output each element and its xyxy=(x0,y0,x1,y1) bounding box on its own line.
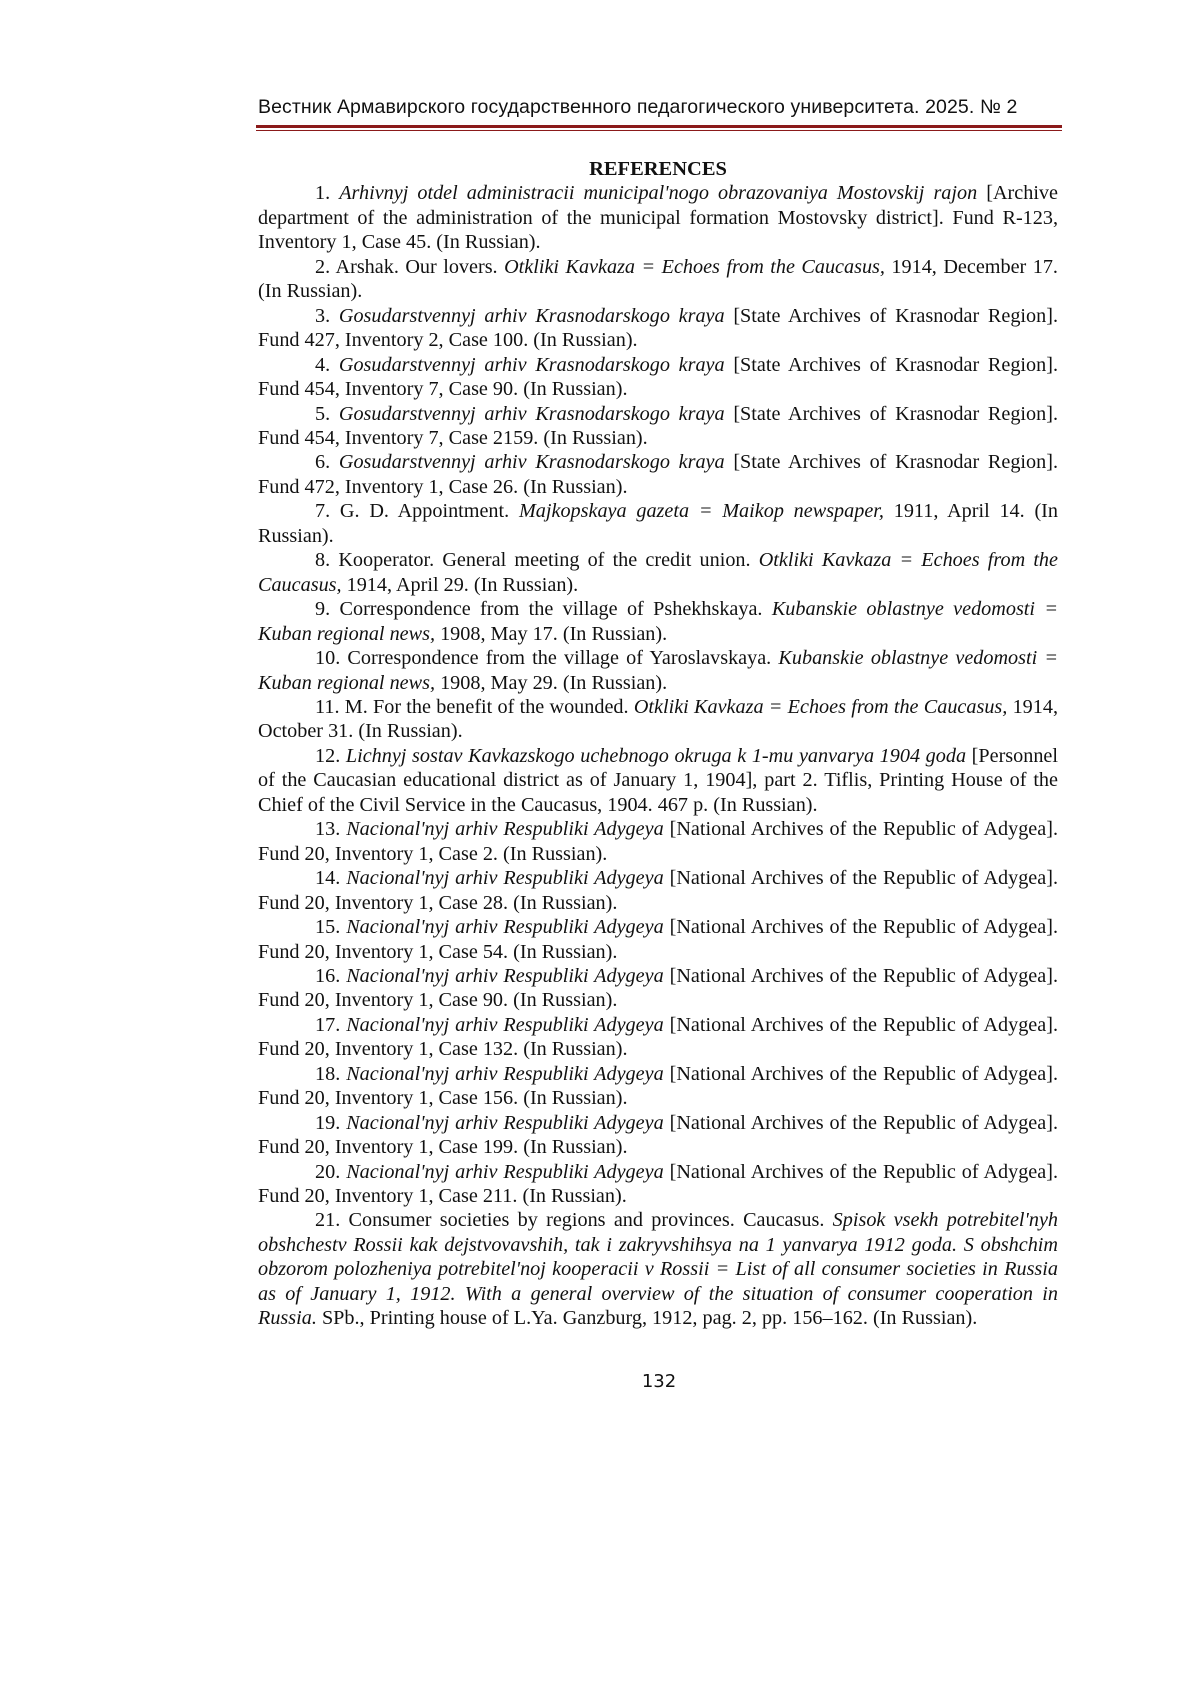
reference-title: Gosudarstvennyj arhiv Krasnodarskogo kraya xyxy=(339,451,725,473)
header-rule-thin xyxy=(256,130,1062,131)
reference-title: Nacional'nyj arhiv Respubliki Adygeya xyxy=(346,1063,663,1085)
reference-details: [National Archives of the Republic of Adygea]. Fund 20, Inventory 1, Case 90. (In Russian). xyxy=(258,965,1058,1011)
reference-item xyxy=(258,695,1058,744)
reference-item xyxy=(258,744,1058,817)
reference-title: Majkopskaya gazeta = Maikop newspaper, xyxy=(519,500,884,522)
reference-title: Nacional'nyj arhiv Respubliki Adygeya xyxy=(346,818,663,840)
reference-details: [National Archives of the Republic of Adygea]. Fund 20, Inventory 1, Case 199. (In Russian). xyxy=(258,1112,1058,1158)
reference-title: Otkliki Kavkaza = Echoes from the Caucasus, xyxy=(634,696,1008,718)
reference-number: 8. xyxy=(315,549,330,571)
reference-details: [Personnel of the Caucasian educational district as of January 1, 1904], part 2. Tiflis, Printing House of the Chief of the Civil Service in the Caucasus, 1904. 467 p. (In Russian). xyxy=(258,745,1058,816)
reference-details: [National Archives of the Republic of Adygea]. Fund 20, Inventory 1, Case 54. (In Russian). xyxy=(258,916,1058,962)
reference-details: 1914, October 31. (In Russian). xyxy=(258,696,1058,742)
reference-details: [National Archives of the Republic of Adygea]. Fund 20, Inventory 1, Case 132. (In Russian). xyxy=(258,1014,1058,1060)
reference-details: [State Archives of Krasnodar Region]. Fund 454, Inventory 7, Case 2159. (In Russian). xyxy=(258,403,1058,449)
reference-details: 1908, May 17. (In Russian). xyxy=(435,623,667,645)
reference-title: Arhivnyj otdel administracii municipal'nogo obrazovaniya Mostovskij rajon xyxy=(339,182,977,204)
reference-item xyxy=(258,866,1058,915)
reference-details: [State Archives of Krasnodar Region]. Fund 427, Inventory 2, Case 100. (In Russian). xyxy=(258,305,1058,351)
reference-number: 16. xyxy=(315,965,340,987)
reference-title: Otkliki Kavkaza = Echoes from the Caucasus, xyxy=(504,256,885,278)
reference-item xyxy=(258,1160,1058,1209)
reference-item xyxy=(258,255,1058,304)
reference-title: Gosudarstvennyj arhiv Krasnodarskogo kraya xyxy=(339,305,725,327)
reference-item xyxy=(258,181,1058,254)
reference-number: 4. xyxy=(315,354,330,376)
reference-details: [National Archives of the Republic of Adygea]. Fund 20, Inventory 1, Case 28. (In Russian). xyxy=(258,867,1058,913)
reference-details: [National Archives of the Republic of Adygea]. Fund 20, Inventory 1, Case 156. (In Russian). xyxy=(258,1063,1058,1109)
reference-number: 13. xyxy=(315,818,340,840)
reference-item xyxy=(258,1062,1058,1111)
reference-item xyxy=(258,353,1058,402)
reference-number: 18. xyxy=(315,1063,340,1085)
reference-details: [National Archives of the Republic of Adygea]. Fund 20, Inventory 1, Case 211. (In Russian). xyxy=(258,1161,1058,1207)
reference-prefix: Correspondence from the village of Pshekhskaya. xyxy=(340,598,772,620)
reference-title: Nacional'nyj arhiv Respubliki Adygeya xyxy=(346,916,663,938)
reference-details: [National Archives of the Republic of Adygea]. Fund 20, Inventory 1, Case 2. (In Russian). xyxy=(258,818,1058,864)
references-section xyxy=(258,157,1058,1331)
reference-item xyxy=(258,548,1058,597)
reference-details: 1914, December 17. (In Russian). xyxy=(258,256,1058,302)
reference-item xyxy=(258,1208,1058,1330)
reference-number: 14. xyxy=(315,867,340,889)
reference-details: SPb., Printing house of L.Ya. Ganzburg, 1912, pag. 2, pp. 156–162. (In Russian). xyxy=(317,1307,977,1329)
reference-prefix: Arshak. Our lovers. xyxy=(336,256,505,278)
reference-details: [State Archives of Krasnodar Region]. Fund 454, Inventory 7, Case 90. (In Russian). xyxy=(258,354,1058,400)
journal-header: Вестник Армавирского государственного педагогического университета. 2025. № 2 xyxy=(258,96,1058,119)
reference-details: 1914, April 29. (In Russian). xyxy=(342,574,579,596)
reference-item xyxy=(258,597,1058,646)
reference-number: 19. xyxy=(315,1112,340,1134)
reference-prefix: Consumer societies by regions and provinces. Caucasus. xyxy=(349,1209,833,1231)
reference-number: 1. xyxy=(315,182,330,204)
reference-title: Nacional'nyj arhiv Respubliki Adygeya xyxy=(346,965,663,987)
reference-item xyxy=(258,817,1058,866)
reference-title: Gosudarstvennyj arhiv Krasnodarskogo kraya xyxy=(339,354,725,376)
reference-number: 7. xyxy=(315,500,330,522)
reference-title: Nacional'nyj arhiv Respubliki Adygeya xyxy=(346,867,663,889)
reference-item xyxy=(258,304,1058,353)
reference-number: 11. xyxy=(315,696,340,718)
reference-number: 20. xyxy=(315,1161,340,1183)
reference-number: 2. xyxy=(315,256,330,278)
reference-title: Spisok vsekh potrebitel'nyh obshchestv Rossii kak dejstvovavshih, tak i zakryvshihsya na 1 yanvarya 1912 goda. S obshchim obzorom polozheniya potrebitel'noj kooperacii v Rossii = List of all consumer societies in Russia as of January 1, 1912. With a general overview of the situation of consumer cooperation in Russia. xyxy=(258,1209,1058,1329)
page-number: 132 xyxy=(0,1371,1200,1392)
reference-list xyxy=(258,181,1058,1330)
reference-item xyxy=(258,402,1058,451)
reference-number: 6. xyxy=(315,451,330,473)
reference-prefix: M. For the benefit of the wounded. xyxy=(345,696,634,718)
reference-item xyxy=(258,450,1058,499)
reference-details: [State Archives of Krasnodar Region]. Fund 472, Inventory 1, Case 26. (In Russian). xyxy=(258,451,1058,497)
reference-prefix: Kooperator. General meeting of the credit union. xyxy=(338,549,758,571)
reference-item xyxy=(258,964,1058,1013)
reference-number: 21. xyxy=(315,1209,340,1231)
reference-details: 1911, April 14. (In Russian). xyxy=(258,500,1058,546)
reference-number: 3. xyxy=(315,305,330,327)
reference-item xyxy=(258,1013,1058,1062)
reference-item xyxy=(258,915,1058,964)
reference-prefix: Correspondence from the village of Yaroslavskaya. xyxy=(347,647,778,669)
reference-item xyxy=(258,646,1058,695)
reference-number: 9. xyxy=(315,598,330,620)
reference-title: Nacional'nyj arhiv Respubliki Adygeya xyxy=(346,1112,663,1134)
reference-prefix: G. D. Appointment. xyxy=(340,500,519,522)
section-title: REFERENCES xyxy=(258,157,1058,181)
reference-title: Gosudarstvennyj arhiv Krasnodarskogo kraya xyxy=(339,403,725,425)
reference-title: Nacional'nyj arhiv Respubliki Adygeya xyxy=(346,1161,663,1183)
reference-number: 12. xyxy=(315,745,340,767)
reference-number: 15. xyxy=(315,916,340,938)
reference-details: [Archive department of the administration of the municipal formation Mostovsky district]. Fund R-123, Inventory 1, Case 45. (In Russian). xyxy=(258,182,1058,253)
reference-title: Kubanskie oblastnye vedomosti = Kuban regional news, xyxy=(258,598,1058,644)
header-rule-thick xyxy=(256,125,1062,128)
reference-title: Nacional'nyj arhiv Respubliki Adygeya xyxy=(346,1014,663,1036)
reference-item xyxy=(258,1111,1058,1160)
reference-details: 1908, May 29. (In Russian). xyxy=(435,672,667,694)
reference-title: Kubanskie oblastnye vedomosti = Kuban regional news, xyxy=(258,647,1058,693)
reference-number: 17. xyxy=(315,1014,340,1036)
reference-number: 5. xyxy=(315,403,330,425)
reference-number: 10. xyxy=(315,647,340,669)
reference-item xyxy=(258,499,1058,548)
reference-title: Otkliki Kavkaza = Echoes from the Caucasus, xyxy=(258,549,1058,595)
reference-title: Lichnyj sostav Kavkazskogo uchebnogo okruga k 1-mu yanvarya 1904 goda xyxy=(346,745,966,767)
